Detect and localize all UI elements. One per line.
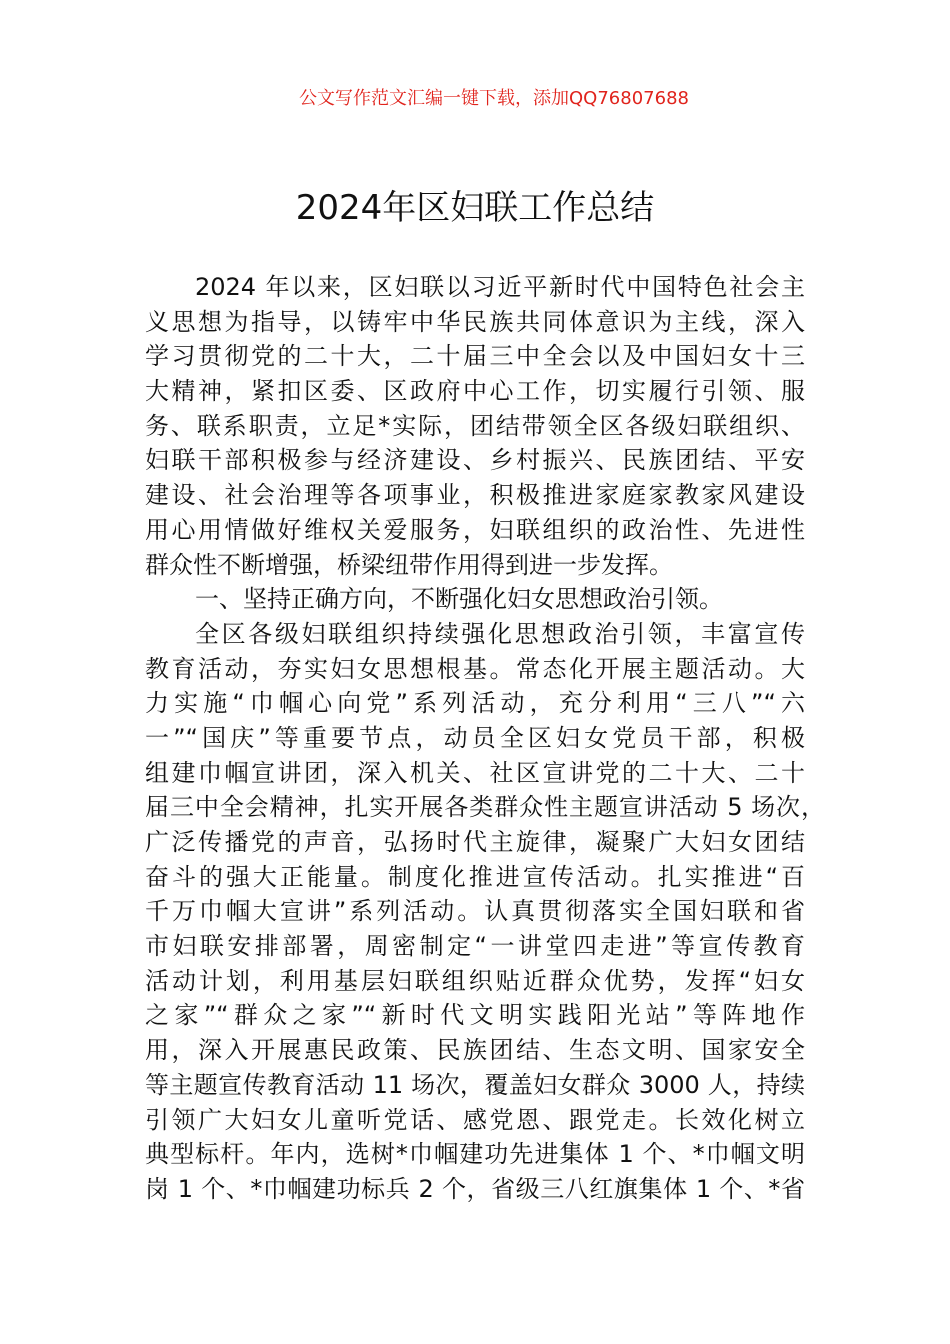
paragraph-line: 教育活动，夯实妇女思想根基。常态化开展主题活动。大 <box>145 654 805 683</box>
paragraph-line: 用，深入开展惠民政策、民族团结、生态文明、国家安全 <box>145 1036 805 1065</box>
document-title: 2024年区妇联工作总结 <box>295 188 655 228</box>
paragraph-line: 千万巾帼大宣讲”系列活动。认真贯彻落实全国妇联和省 <box>145 897 805 926</box>
paragraph-line: 义思想为指导，以铸牢中华民族共同体意识为主线，深入 <box>145 307 805 336</box>
paragraph-line: 典型标杆。年内，选树*巾帼建功先进集体 1 个、*巾帼文明 <box>145 1140 805 1169</box>
paragraph-line: 务、联系职责，立足*实际，团结带领全区各级妇联组织、 <box>145 411 805 440</box>
document-body <box>145 270 825 1207</box>
paragraph-line: 全区各级妇联组织持续强化思想政治引领，丰富宣传 <box>195 619 805 648</box>
paragraph-line: 组建巾帼宣讲团，深入机关、社区宣讲党的二十大、二十 <box>145 758 805 787</box>
section-heading: 一、坚持正确方向，不断强化妇女思想政治引领。 <box>195 585 723 614</box>
paragraph-line: 之家”“群众之家”“新时代文明实践阳光站”等阵地作 <box>145 1001 805 1030</box>
paragraph-line: 活动计划，利用基层妇联组织贴近群众优势，发挥“妇女 <box>145 966 805 995</box>
paragraph-line: 届三中全会精神，扎实开展各类群众性主题宣讲活动 5 场次， <box>145 793 825 822</box>
paragraph-line: 市妇联安排部署，周密制定“一讲堂四走进”等宣传教育 <box>145 932 805 961</box>
paragraph-line: 奋斗的强大正能量。制度化推进宣传活动。扎实推进“百 <box>145 862 805 891</box>
paragraph-line: 一”“国庆”等重要节点，动员全区妇女党员干部，积极 <box>145 723 805 752</box>
paragraph-line: 妇联干部积极参与经济建设、乡村振兴、民族团结、平安 <box>145 446 805 475</box>
download-promo-link[interactable]: 公文写作范文汇编一键下载，添加QQ76807688 <box>299 88 689 109</box>
paragraph-line: 广泛传播党的声音，弘扬时代主旋律，凝聚广大妇女团结 <box>145 828 805 856</box>
paragraph-line: 力实施“巾帼心向党”系列活动，充分利用“三八”“六 <box>145 689 805 718</box>
paragraph-line: 引领广大妇女儿童听党话、感党恩、跟党走。长效化树立 <box>145 1105 805 1134</box>
paragraph-line: 用心用情做好维权关爱服务，妇联组织的政治性、先进性 <box>145 515 805 544</box>
paragraph-line: 2024 年以来，区妇联以习近平新时代中国特色社会主 <box>195 273 805 301</box>
paragraph-line: 建设、社会治理等各项事业，积极推进家庭家教家风建设 <box>145 481 805 510</box>
paragraph-line: 群众性不断增强，桥梁纽带作用得到进一步发挥。 <box>145 550 673 579</box>
paragraph-line: 岗 1 个、*巾帼建功标兵 2 个，省级三八红旗集体 1 个、*省 <box>145 1174 805 1203</box>
paragraph-line: 学习贯彻党的二十大，二十届三中全会以及中国妇女十三 <box>145 342 805 371</box>
paragraph-line: 大精神，紧扣区委、区政府中心工作，切实履行引领、服 <box>145 377 805 406</box>
paragraph-line: 等主题宣传教育活动 11 场次，覆盖妇女群众 3000 人，持续 <box>145 1070 805 1099</box>
